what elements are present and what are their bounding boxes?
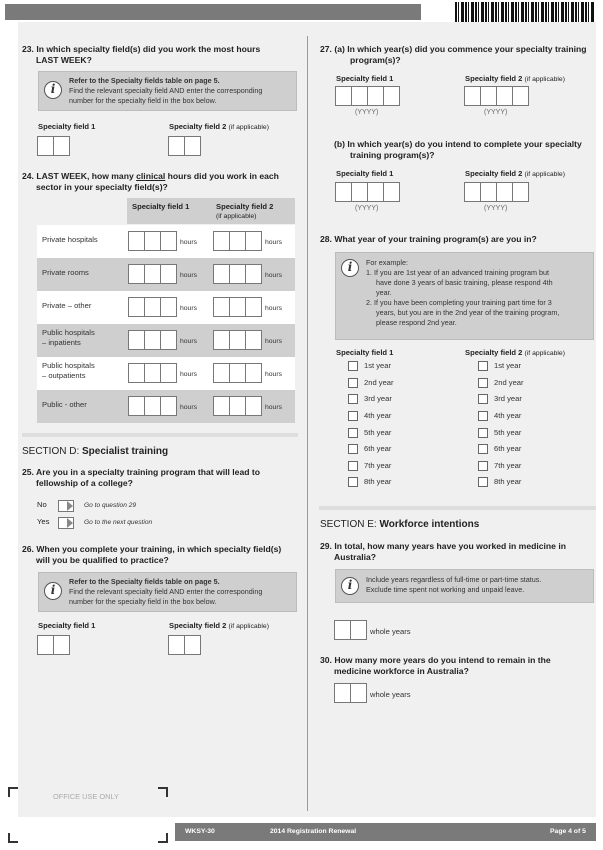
info-icon: i — [44, 81, 62, 99]
q26-question — [22, 544, 281, 566]
corner-mark — [8, 787, 18, 797]
q27a-text-line2: program(s)? — [350, 55, 401, 65]
q24-row-public-outpatients — [37, 357, 295, 390]
q30-unit: whole years — [370, 690, 411, 699]
q24-text-a: LAST WEEK, how many — [36, 171, 137, 181]
digit-box[interactable] — [168, 635, 185, 655]
q24-field1-hours-input[interactable] — [128, 396, 177, 416]
q23-question — [22, 44, 260, 66]
q24-question — [22, 171, 279, 193]
q23-number: 23. — [22, 44, 34, 54]
q29-question — [320, 541, 566, 563]
q28-info-2b: years, but you are in the 2nd year of the training program, — [376, 308, 560, 317]
header-bar — [5, 4, 421, 20]
q28-info-1b: have done 3 years of basic training, please respond 4th — [376, 278, 553, 287]
q24-field2-hours-input[interactable] — [213, 297, 262, 317]
q25-text-line2: fellowship of a college? — [36, 478, 133, 488]
q28-field2-checkbox-7th-year[interactable] — [478, 461, 488, 471]
q28-field1-checkbox-3rd-year[interactable] — [348, 394, 358, 404]
q27b-field1-label: Specialty field 1 — [336, 169, 394, 178]
digit-box[interactable] — [184, 136, 201, 156]
q24-row-label-line1: Public hospitals — [42, 361, 95, 370]
q26-info-line3: number for the specialty field in the box below. — [69, 597, 217, 606]
q24-row-label-line1: Public hospitals — [42, 328, 95, 337]
arrow-right-icon — [58, 500, 74, 512]
digit-box[interactable] — [53, 635, 70, 655]
option-label: 6th year — [494, 444, 522, 453]
q23-text-line2: LAST WEEK? — [36, 55, 92, 65]
q23-field2-input[interactable] — [168, 136, 201, 156]
footer-code: WKSY-30 — [185, 828, 215, 835]
option-label: 3rd year — [364, 394, 392, 403]
hours-unit: hours — [180, 239, 198, 246]
q23-text-line1: In which specialty field(s) did you work the most hours — [36, 44, 261, 54]
q24-text-underlined: clinical — [136, 171, 166, 181]
hours-unit: hours — [265, 371, 283, 378]
q26-field2-input[interactable] — [168, 635, 201, 655]
digit-box[interactable] — [350, 683, 367, 703]
section-d-prefix: SECTION D: — [22, 446, 83, 457]
q28-field2-checkbox-2nd-year[interactable] — [478, 378, 488, 388]
q28-question — [320, 234, 537, 245]
digit-box[interactable] — [334, 683, 351, 703]
option-label: 7th year — [364, 461, 392, 470]
section-e-prefix: SECTION E: — [320, 519, 380, 530]
digit-box[interactable] — [350, 620, 367, 640]
q26-field1-input[interactable] — [37, 635, 70, 655]
q27b-field2-text: Specialty field 2 — [465, 169, 523, 178]
q28-field1-checkbox-1st-year[interactable] — [348, 361, 358, 371]
q24-row-private-other — [37, 291, 295, 324]
option-label: 5th year — [364, 428, 392, 437]
option-label: 3rd year — [494, 394, 522, 403]
q29-number: 29. — [320, 541, 332, 551]
corner-mark — [158, 833, 168, 843]
q27a-text-line1: (a) In which year(s) did you commence your specialty training — [334, 44, 587, 54]
option-label: 8th year — [364, 477, 392, 486]
q24-row-label — [42, 361, 95, 381]
q27a-field1-label: Specialty field 1 — [336, 74, 394, 83]
q23-field1-label: Specialty field 1 — [38, 122, 96, 131]
q27b-text-line2: training program(s)? — [350, 150, 435, 160]
q24-number: 24. — [22, 171, 34, 181]
q23-field2-text: Specialty field 2 — [169, 122, 227, 131]
q29-info-line2: Exclude time spent not working and unpaid leave. — [366, 585, 525, 594]
option-label: 1st year — [494, 361, 522, 370]
q26-info-box — [38, 572, 297, 612]
q28-field2-checkbox-1st-year[interactable] — [478, 361, 488, 371]
hours-unit: hours — [265, 404, 283, 411]
hours-unit: hours — [180, 305, 198, 312]
q24-table-header — [127, 198, 295, 224]
q24-row-private-hospitals — [37, 225, 295, 258]
q24-field2-hours-input[interactable] — [213, 396, 262, 416]
section-d-heading — [22, 446, 168, 457]
q24-field2-hours-input[interactable] — [213, 330, 262, 350]
q28-field2-label — [465, 348, 565, 357]
q24-row-label: Private hospitals — [42, 235, 98, 244]
yyyy-hint: (YYYY) — [355, 205, 379, 212]
q27a-field1-year-input[interactable] — [335, 86, 400, 106]
q30-years-input[interactable] — [334, 683, 367, 703]
option-label: 2nd year — [364, 378, 394, 387]
q28-field2-checkbox-6th-year[interactable] — [478, 444, 488, 454]
corner-mark — [8, 833, 18, 843]
office-use-box — [8, 787, 168, 843]
q24-row-public-other — [37, 390, 295, 423]
corner-mark — [158, 787, 168, 797]
q26-number: 26. — [22, 544, 34, 554]
q30-question — [320, 655, 551, 677]
hours-unit: hours — [180, 272, 198, 279]
q25-no-checkbox[interactable] — [58, 500, 74, 512]
digit-box[interactable] — [184, 635, 201, 655]
q30-number: 30. — [320, 655, 332, 665]
q24-field1-hours-input[interactable] — [128, 363, 177, 383]
q26-field1-label: Specialty field 1 — [38, 621, 96, 630]
q24-row-label-line2: – inpatients — [42, 338, 81, 347]
office-use-label: OFFICE USE ONLY — [53, 792, 119, 801]
q29-text-line1: In total, how many years have you worked in medicine in — [334, 541, 566, 551]
q23-info-box — [38, 71, 297, 111]
column-divider — [307, 36, 308, 811]
q28-field1-checkbox-8th-year[interactable] — [348, 477, 358, 487]
info-icon: i — [341, 577, 359, 595]
footer-bar — [175, 823, 596, 841]
q23-field1-input[interactable] — [37, 136, 70, 156]
q23-field2-label — [169, 122, 269, 131]
q27a-field2-label — [465, 74, 565, 83]
digit-box[interactable] — [37, 635, 54, 655]
q24-field2-hours-input[interactable] — [213, 264, 262, 284]
q24-row-label-line2: – outpatients — [42, 371, 86, 380]
q23-info-line1: Refer to the Specialty fields table on page 5. — [69, 76, 220, 85]
q25-question — [22, 467, 260, 489]
q28-field2-checkbox-5th-year[interactable] — [478, 428, 488, 438]
section-e-title: Workforce intentions — [379, 519, 480, 530]
q24-field2-hours-input[interactable] — [213, 231, 262, 251]
hours-unit: hours — [265, 239, 283, 246]
digit-box[interactable] — [168, 136, 185, 156]
hours-unit: hours — [180, 404, 198, 411]
q24-field1-hours-input[interactable] — [128, 330, 177, 350]
q29-text-line2: Australia? — [334, 552, 377, 562]
q28-field1-checkbox-6th-year[interactable] — [348, 444, 358, 454]
q28-field1-checkbox-5th-year[interactable] — [348, 428, 358, 438]
q25-number: 25. — [22, 467, 34, 477]
q27b-field2-label — [465, 169, 565, 178]
section-e-heading — [320, 519, 479, 530]
q24-col2-text: Specialty field 2 — [216, 202, 274, 211]
q28-info-2c: please respond 2nd year. — [376, 318, 457, 327]
q29-years-input[interactable] — [334, 620, 367, 640]
q24-field2-hours-input[interactable] — [213, 363, 262, 383]
q29-info-box — [335, 569, 594, 603]
q24-row-label: Private – other — [42, 301, 92, 310]
arrow-right-icon — [58, 517, 74, 529]
q24-col2-header — [216, 202, 273, 221]
option-label: 7th year — [494, 461, 522, 470]
q24-col2-note: (if applicable) — [216, 213, 257, 220]
q27a-field2-note: (if applicable) — [524, 76, 565, 83]
q24-row-label — [42, 328, 95, 348]
digit-box[interactable] — [37, 136, 54, 156]
q28-field1-checkbox-2nd-year[interactable] — [348, 378, 358, 388]
q28-info-2a: 2. If you have been completing your training part time for 3 — [366, 298, 552, 307]
q25-text-line1: Are you in a specialty training program that will lead to — [36, 467, 260, 477]
q29-unit: whole years — [370, 627, 411, 636]
q27b-field2-year-input[interactable] — [464, 182, 529, 202]
q27b-field1-year-input[interactable] — [335, 182, 400, 202]
q24-row-label: Private rooms — [42, 268, 89, 277]
q24-field1-hours-input[interactable] — [128, 264, 177, 284]
q25-yes-label: Yes — [37, 517, 50, 526]
q25-no-label: No — [37, 500, 47, 509]
q25-yes-checkbox[interactable] — [58, 517, 74, 529]
q23-field2-note: (if applicable) — [228, 124, 269, 131]
q24-field1-hours-input[interactable] — [128, 297, 177, 317]
option-label: 6th year — [364, 444, 392, 453]
q26-field2-label — [169, 621, 269, 630]
option-label: 8th year — [494, 477, 522, 486]
hours-unit: hours — [265, 338, 283, 345]
q27b-text-line1: (b) In which year(s) do you intend to complete your specialty — [334, 139, 582, 149]
q28-field2-checkbox-4th-year[interactable] — [478, 411, 488, 421]
q28-text: What year of your training program(s) are you in? — [334, 234, 537, 244]
hours-unit: hours — [180, 371, 198, 378]
q27b-field2-note: (if applicable) — [524, 171, 565, 178]
info-icon: i — [341, 259, 359, 277]
q26-text-line1: When you complete your training, in which specialty field(s) — [36, 544, 282, 554]
q30-text-line1: How many more years do you intend to remain in the — [334, 655, 551, 665]
q25-yes-goto: Go to the next question — [84, 519, 153, 526]
footer-page-number: Page 4 of 5 — [550, 828, 586, 835]
q26-field2-note: (if applicable) — [228, 623, 269, 630]
q28-field2-text: Specialty field 2 — [465, 348, 523, 357]
q25-no-goto: Go to question 29 — [84, 502, 137, 509]
q24-row-public-inpatients — [37, 324, 295, 357]
q28-field2-checkbox-8th-year[interactable] — [478, 477, 488, 487]
yyyy-hint: (YYYY) — [355, 109, 379, 116]
q24-text-b: hours did you work in each — [165, 171, 279, 181]
q28-field1-checkbox-4th-year[interactable] — [348, 411, 358, 421]
digit-box[interactable] — [53, 136, 70, 156]
q24-col1-header: Specialty field 1 — [132, 202, 190, 211]
yyyy-hint: (YYYY) — [484, 109, 508, 116]
q30-text-line2: medicine workforce in Australia? — [334, 666, 469, 676]
q27-number: 27. — [320, 44, 332, 54]
option-label: 1st year — [364, 361, 392, 370]
q24-field1-hours-input[interactable] — [128, 231, 177, 251]
q28-info-box — [335, 252, 594, 340]
section-d-title: Specialist training — [82, 446, 169, 457]
digit-box[interactable] — [334, 620, 351, 640]
q28-info-1c: year. — [376, 288, 392, 297]
q24-row-private-rooms — [37, 258, 295, 291]
yyyy-hint: (YYYY) — [484, 205, 508, 212]
q26-info-line1: Refer to the Specialty fields table on page 5. — [69, 577, 220, 586]
q28-field1-checkbox-7th-year[interactable] — [348, 461, 358, 471]
hours-unit: hours — [265, 305, 283, 312]
hours-unit: hours — [265, 272, 283, 279]
q28-field2-note: (if applicable) — [524, 350, 565, 357]
q28-number: 28. — [320, 234, 332, 244]
q28-info-head: For example: — [366, 258, 408, 267]
q28-field1-label: Specialty field 1 — [336, 348, 394, 357]
hours-unit: hours — [180, 338, 198, 345]
q23-info-line2: Find the relevant specialty field AND enter the corresponding — [69, 86, 263, 95]
option-label: 5th year — [494, 428, 522, 437]
q27a-question — [320, 44, 587, 66]
section-d-rule — [22, 433, 298, 437]
q24-text-line2: sector in your specialty field(s)? — [36, 182, 168, 192]
barcode — [455, 2, 595, 22]
option-label: 4th year — [494, 411, 522, 420]
q27b-question — [334, 139, 582, 161]
option-label: 2nd year — [494, 378, 524, 387]
q27a-field2-text: Specialty field 2 — [465, 74, 523, 83]
q24-row-label: Public - other — [42, 400, 87, 409]
option-label: 4th year — [364, 411, 392, 420]
q27a-field2-year-input[interactable] — [464, 86, 529, 106]
info-icon: i — [44, 582, 62, 600]
q28-info-1a: 1. If you are 1st year of an advanced training program but — [366, 268, 549, 277]
q23-info-line3: number for the specialty field in the box below. — [69, 96, 217, 105]
q26-text-line2: will you be qualified to practice? — [36, 555, 169, 565]
q28-field2-checkbox-3rd-year[interactable] — [478, 394, 488, 404]
section-e-rule — [319, 506, 596, 510]
footer-title: 2014 Registration Renewal — [270, 828, 357, 835]
q26-field2-text: Specialty field 2 — [169, 621, 227, 630]
q26-info-line2: Find the relevant specialty field AND enter the corresponding — [69, 587, 263, 596]
q29-info-line1: Include years regardless of full-time or part-time status. — [366, 575, 542, 584]
